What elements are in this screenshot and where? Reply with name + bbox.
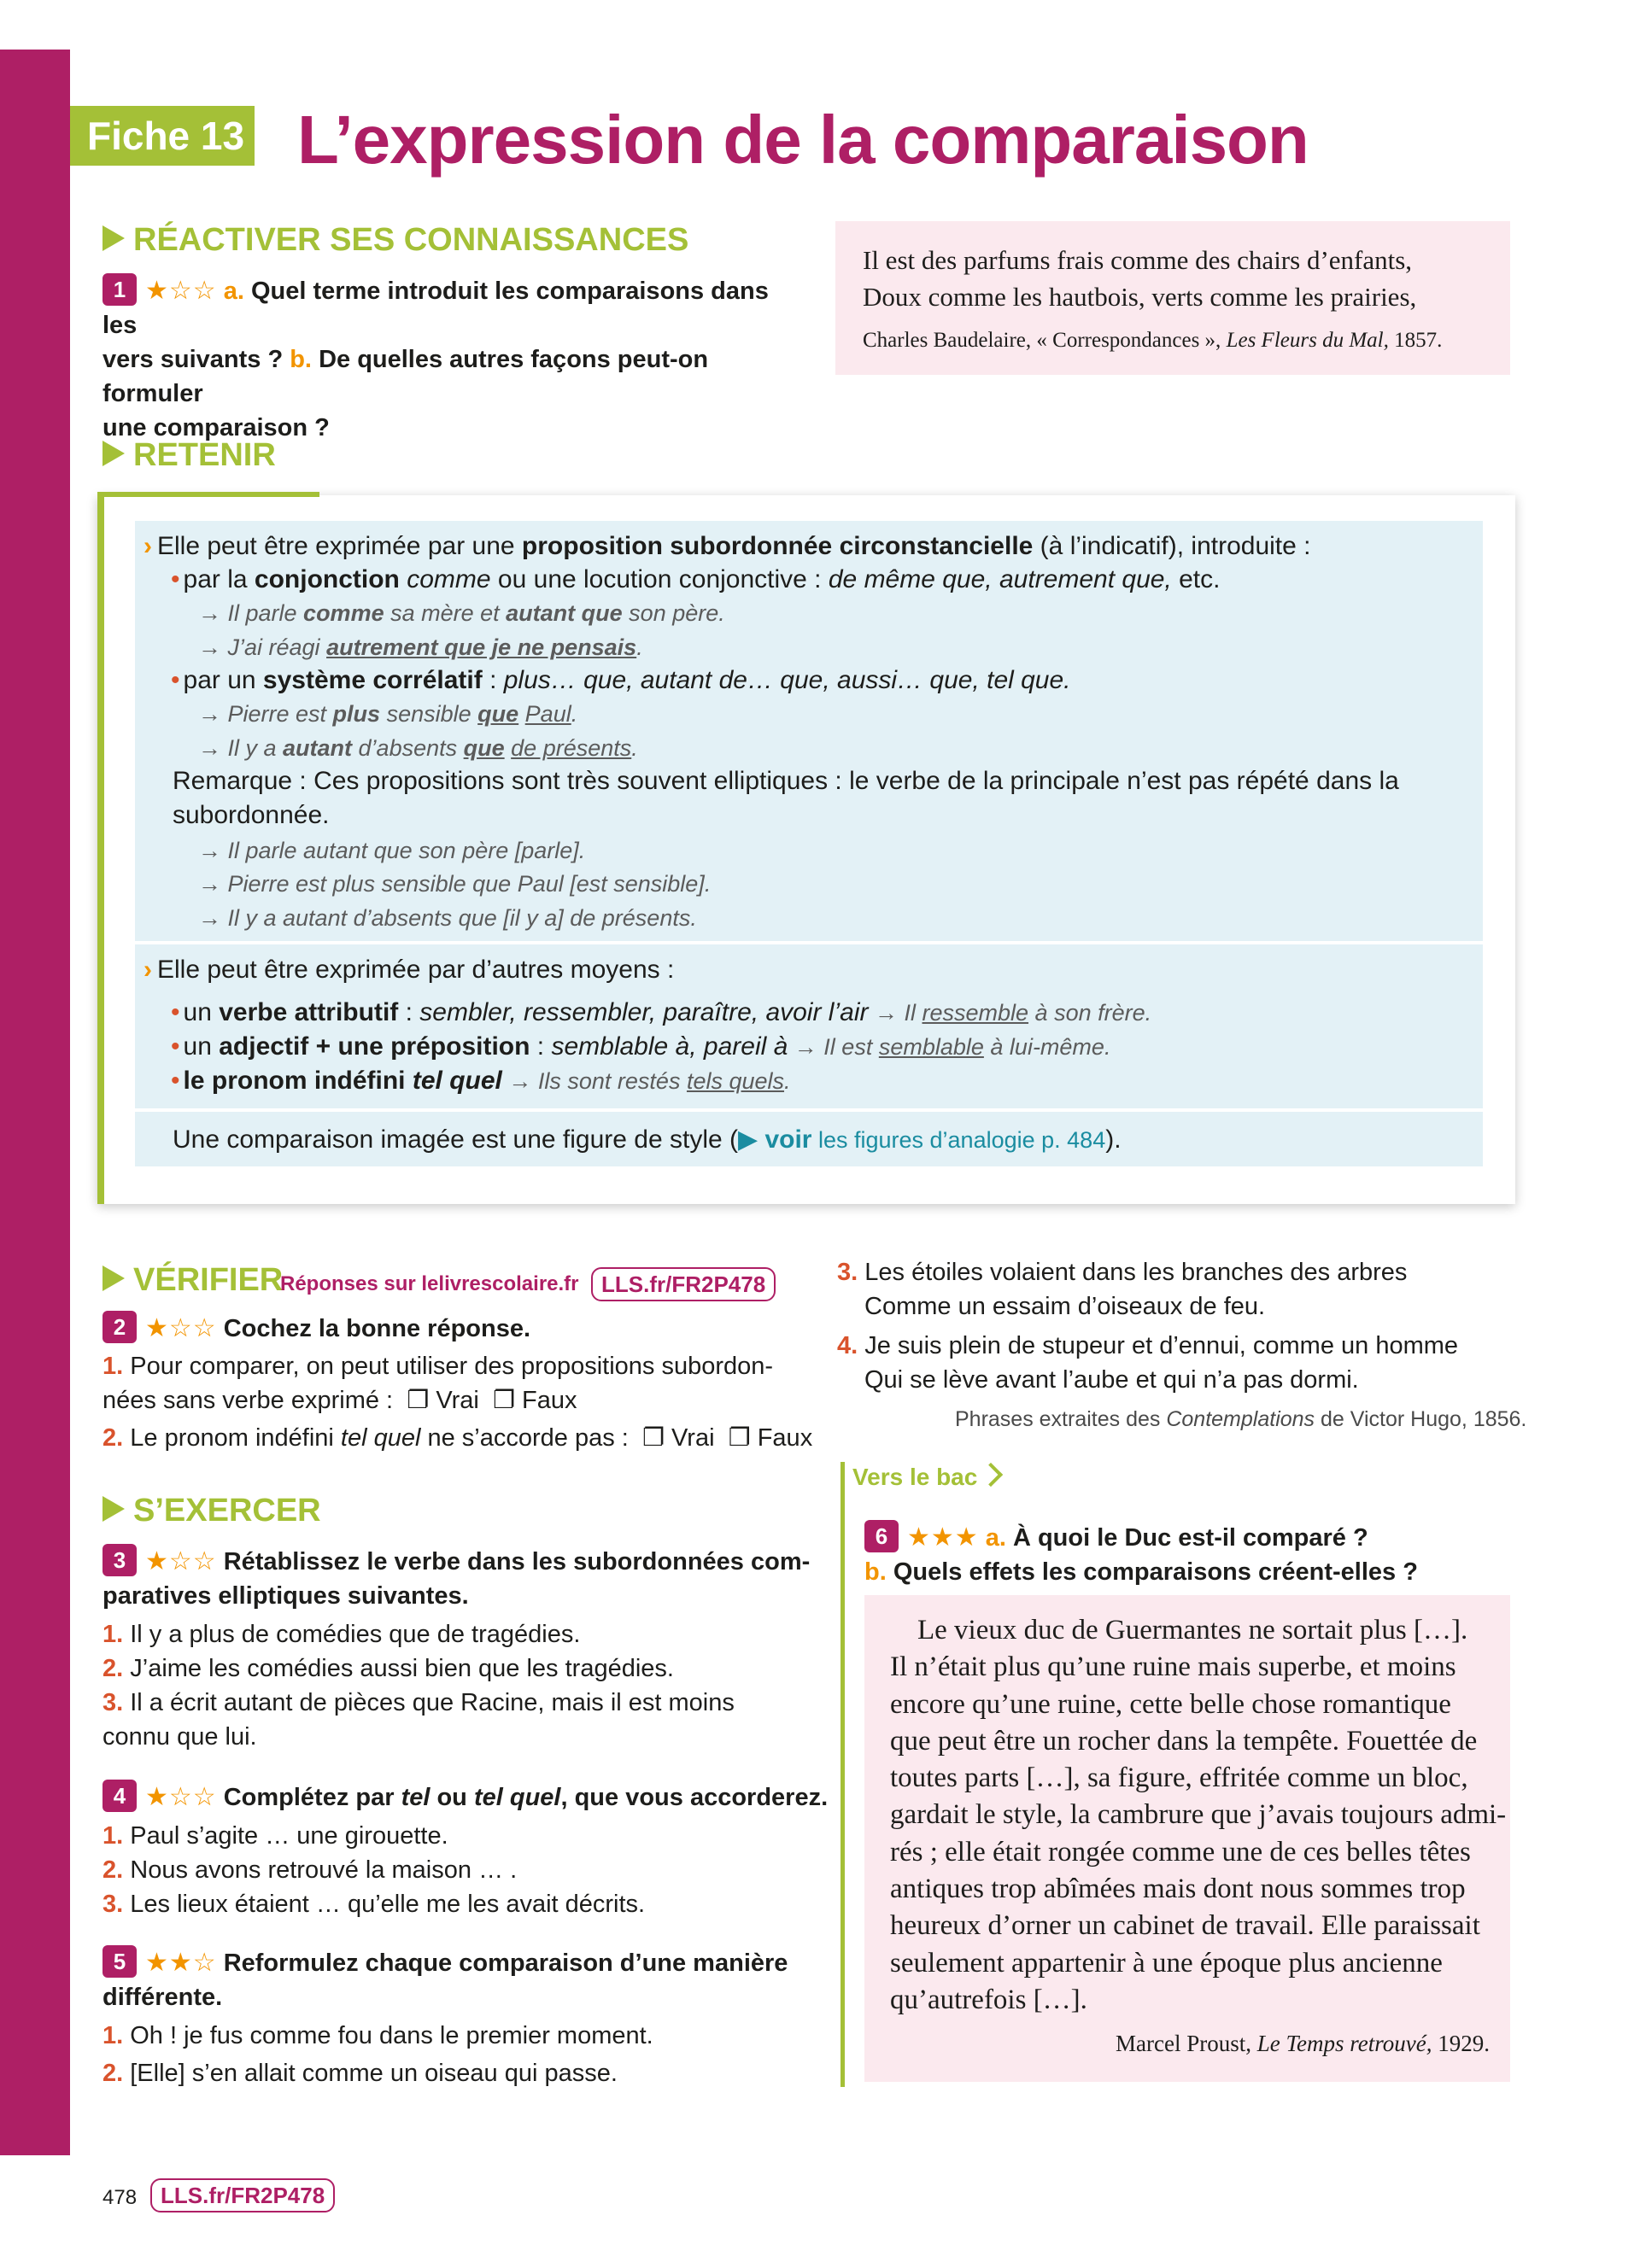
exercise-6: 6 ★★★ a. À quoi le Duc est-il comparé ? b. Quels effets les comparaisons créent-elles ? <box>864 1520 1418 1589</box>
footer-lls-link[interactable]: LLS.fr/FR2P478 <box>150 2178 335 2212</box>
retenir-heading: RETENIR <box>102 437 276 474</box>
verse-4-cont: Qui se lève avant l’aube et qui n’a pas dormi. <box>864 1366 1359 1394</box>
chevron-right-icon <box>979 1463 1003 1487</box>
triangle-icon <box>102 1496 125 1522</box>
checkbox-vrai-2[interactable]: ❐ Vrai <box>641 1424 715 1452</box>
exercise-3-item: 2. J’aime les comédies aussi bien que les tragédies. <box>102 1655 674 1682</box>
exercise-3: 3 ★☆☆ Rétablissez le verbe dans les subordonnées com- paratives elliptiques suivantes. <box>102 1544 810 1613</box>
exercise-4-item: 3. Les lieux étaient … qu’elle me les avait décrits. <box>102 1891 646 1918</box>
lls-link[interactable]: LLS.fr/FR2P478 <box>591 1267 776 1301</box>
question-1: 1. Pour comparer, on peut utiliser des propositions subordon- <box>102 1353 774 1380</box>
checkbox-faux-1[interactable]: ❐ Faux <box>492 1387 577 1414</box>
verse-3-cont: Comme un essaim d’oiseaux de feu. <box>864 1293 1266 1320</box>
retenir-remarque: Remarque : Ces propositions sont très souvent elliptiques : le verbe de la principale n’est pas répété dans la <box>173 767 1399 795</box>
exercise-1: 1 ★☆☆ a. Quel terme introduit les comparaisons dans les vers suivants ? b. De quelles autres façons peut-on formuler une comparaison ? <box>102 273 803 445</box>
exercise-5-item: 1. Oh ! je fus comme fou dans le premier moment. <box>102 2022 653 2049</box>
hugo-source: Phrases extraites des Contemplations de Victor Hugo, 1856. <box>955 1407 1527 1431</box>
exercise-5: 5 ★★☆ Reformulez chaque comparaison d’une manière différente. <box>102 1945 788 2014</box>
retenir-example: → Pierre est plus sensible que Paul. <box>198 701 578 727</box>
proust-source: Marcel Proust, Le Temps retrouvé, 1929. <box>1116 2031 1490 2056</box>
retenir-bullet-pronom: • le pronom indéfini tel quel → Ils sont restés tels quels. <box>171 1067 791 1095</box>
fiche-badge: Fiche 13 <box>70 106 255 166</box>
triangle-icon <box>102 225 125 251</box>
exercise-3-item-cont: connu que lui. <box>102 1723 257 1751</box>
retenir-example: → Pierre est plus sensible que Paul [est sensible]. <box>198 871 712 897</box>
exercise-number-badge: 1 <box>102 273 137 306</box>
retenir-point-2: › Elle peut être exprimée par d’autres moyens : <box>144 956 675 984</box>
retenir-bullet-adjectif: • un adjectif + une préposition : semblable à, pareil à → Il est semblable à lui-même. <box>171 1032 1111 1061</box>
checkbox-vrai-1[interactable]: ❐ Vrai <box>407 1387 479 1414</box>
page-number: 478 <box>102 2186 138 2209</box>
proust-quote <box>864 1595 1510 2082</box>
proust-text: Le vieux duc de Guermantes ne sortait plus […]. Il n’était plus qu’une ruine mais superbe, et moins encore qu’une ruine, cette belle chose romantique que peut être un rocher dans la tempête. Fouettée de toutes parts […], sa figure, effritée comme un bloc, gardait le style, la cambrure que j’avais toujours admi- rés ; elle était rongée comme une de ces belles têtes antiques trop abîmées mais dont nous sommes trop heureux d’orner un cabinet de travail. Elle paraissait seulement appartenir à une époque plus ancienne qu’autrefois […]. <box>890 1615 1507 2015</box>
exercise-4-item: 1. Paul s’agite … une girouette. <box>102 1822 448 1850</box>
question-2: 2. Le pronom indéfini tel quel ne s’accorde pas : ❐ Vrai ❐ Faux <box>102 1424 813 1452</box>
exercise-3-item: 1. Il y a plus de comédies que de tragédies. <box>102 1621 581 1648</box>
retenir-remarque: subordonnée. <box>173 801 330 829</box>
triangle-icon <box>102 441 125 466</box>
exercise-4-item: 2. Nous avons retrouvé la maison … . <box>102 1856 518 1884</box>
retenir-accent-left <box>97 492 104 1204</box>
retenir-example: → Il y a autant d’absents que [il y a] de présents. <box>198 905 697 931</box>
quote-line: Doux comme les hautbois, verts comme les prairies, <box>863 282 1417 312</box>
exercise-4: 4 ★☆☆ Complétez par tel ou tel quel, que vous accorderez. <box>102 1780 828 1815</box>
retenir-accent-top <box>97 492 319 497</box>
triangle-icon <box>102 1266 125 1291</box>
exercise-5-item: 2. [Elle] s’en allait comme un oiseau qui passe. <box>102 2060 618 2087</box>
question-1-cont: nées sans verbe exprimé : ❐ Vrai ❐ Faux <box>102 1387 577 1414</box>
retenir-example: → J’ai réagi autrement que je ne pensais. <box>198 634 643 660</box>
reactiver-heading: RÉACTIVER SES CONNAISSANCES <box>102 222 688 259</box>
vers-bac-bar <box>840 1462 845 2087</box>
vers-bac-label: Vers le bac <box>852 1464 999 1491</box>
checkbox-faux-2[interactable]: ❐ Faux <box>728 1424 813 1452</box>
verse-4: 4. Je suis plein de stupeur et d’ennui, comme un homme <box>837 1332 1459 1359</box>
exercer-heading: S’EXERCER <box>102 1493 321 1529</box>
verifier-heading: VÉRIFIER <box>102 1262 283 1299</box>
page-title: L’expression de la comparaison <box>297 102 1309 178</box>
voir-link-icon: ▶ voir <box>738 1125 812 1154</box>
verse-3: 3. Les étoiles volaient dans les branches des arbres <box>837 1259 1408 1286</box>
retenir-bullet-conjonction: • par la conjonction comme ou une locution conjonctive : de même que, autrement que, etc. <box>171 565 1221 593</box>
left-margin-bar <box>0 50 70 2155</box>
figures-analogie-link[interactable]: les figures d’analogie p. 484 <box>811 1127 1106 1153</box>
quote-source: Charles Baudelaire, « Correspondances », Les Fleurs du Mal, 1857. <box>863 329 1443 352</box>
exercise-3-item: 3. Il a écrit autant de pièces que Racine, mais il est moins <box>102 1689 735 1716</box>
baudelaire-quote <box>835 221 1510 375</box>
retenir-figure-style: Une comparaison imagée est une figure de style (▶ voir les figures d’analogie p. 484). <box>173 1125 1122 1154</box>
exercise-2: 2 ★☆☆ Cochez la bonne réponse. <box>102 1311 530 1346</box>
quote-line: Il est des parfums frais comme des chairs d’enfants, <box>863 245 1413 275</box>
difficulty-stars: ★☆☆ <box>145 277 217 305</box>
retenir-example: → Il parle autant que son père [parle]. <box>198 838 586 863</box>
retenir-bullet-verbe: • un verbe attributif : sembler, ressembler, paraître, avoir l’air → Il ressemble à son frère. <box>171 998 1152 1026</box>
retenir-bullet-correlatif: • par un système corrélatif : plus… que, autant de… que, aussi… que, tel que. <box>171 666 1071 694</box>
reponses-label: Réponses sur lelivrescolaire.fr <box>280 1272 579 1295</box>
retenir-example: → Il parle comme sa mère et autant que son père. <box>198 600 725 626</box>
retenir-point-1: › Elle peut être exprimée par une proposition subordonnée circonstancielle (à l’indicatif), introduite : <box>144 532 1311 560</box>
retenir-example: → Il y a autant d’absents que de présents. <box>198 735 638 761</box>
